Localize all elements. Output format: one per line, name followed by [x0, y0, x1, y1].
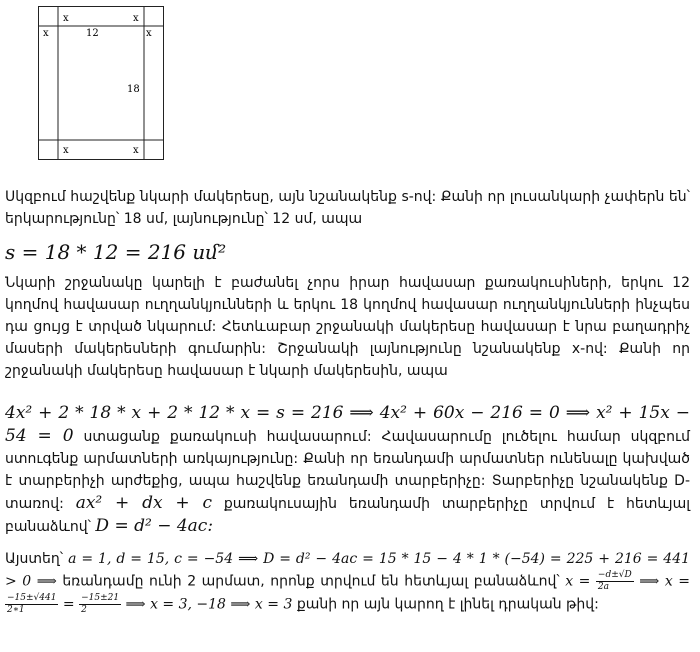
frame-diagram-svg	[38, 6, 164, 160]
label-x-top-right: x	[133, 13, 139, 24]
label-x-left-top: x	[43, 28, 49, 39]
fraction-simplified-num: −15±21	[81, 593, 120, 603]
label-x-right-top: x	[146, 28, 152, 39]
paragraph-intro: Սկզբում հաշվենք նկարի մակերեսը, այն նշանակենք s-ով: Քանի որ լուսանկարի չափերն են՝ երկարությունը՝ 18 սմ, լայնությունը՝ 12 սմ, ապա	[5, 189, 690, 227]
fraction-general-num: −d±√D	[597, 570, 632, 580]
fraction-substituted-num: −15±√441	[7, 593, 57, 603]
trinomial: ax² + dx + c	[75, 493, 212, 513]
label-x-bottom-right: x	[133, 145, 139, 156]
paragraph-solution: Այստեղ՝ a = 1, d = 15, c = −54 ⟹ D = d² − 4ac = 15 * 15 − 4 * 1 * (−54) = 225 + 216 = 441 > 0 ⟹ եռանդամը ունի 2 արմատ, որոնք տրվում են հետևյալ բանաձևով՝ x = $\frac{-d\pm√D}{2a}$ ⟹ x = $\frac{-15\pm√441}{2∗1}$ = $\frac{-15\pm 21}{2}$ ⟹ x = 3, −18 ⟹ x = 3 քանի որ այն կարող է լինել դրական թիվ:	[5, 551, 691, 615]
roots-result: ⟹ x = 3, −18 ⟹ x = 3	[125, 596, 293, 613]
area-formula: s = 18 * 12 = 216 սմ²	[5, 240, 227, 264]
label-width: 12	[86, 28, 99, 39]
fraction-simplified-den: 2	[81, 605, 87, 615]
solution-text: եռանդամը ունի 2 արմատ, որոնք տրվում են հետևյալ բանաձևով՝	[62, 573, 560, 590]
outer-border	[39, 7, 164, 160]
paragraph-frame: Նկարի շրջանակը կարելի է բաժանել չորս իրար հավասար քառակուսիների, երկու 12 կողմով հավասար ուղղանկյունների և երկու 18 կողմով հավասար ուղղանկյունների ինչպես դա ցույց է տրված նկարում: Հետևաբար շրջանակի մակերեսը հավասար է նրա բաղադրիչ մասերի մակերեսների գումարին: Շրջանակի լայնությունը նշանակենք x-ով: Քանի որ շրջանակի մակերեսը հավասար է նկարի մակերեսին, ապա	[5, 275, 690, 379]
label-x-top-left: x	[63, 13, 69, 24]
fraction-general	[596, 570, 634, 593]
fraction-substituted	[5, 593, 58, 616]
main-equation: 4x² + 2 * 18 * x + 2 * 12 * x = s = 216 ⟹ 4x² + 60x − 216 = 0 ⟹ x² + 15x − 54 = 0	[5, 403, 690, 446]
solution-values: a = 1, d = 15, c = −54 ⟹ D = d² − 4ac = 15 * 15 − 4 * 1 * (−54) = 225 + 216 = 441 > 0 ⟹	[5, 551, 691, 590]
label-x-bottom-left: x	[63, 145, 69, 156]
root-x-label: x =	[565, 573, 591, 590]
fraction-simplified	[79, 593, 121, 616]
discriminant-formula: D = d² − 4ac:	[95, 516, 214, 536]
solution-intro: Այստեղ՝	[5, 551, 64, 567]
label-height: 18	[127, 84, 140, 95]
frame-diagram	[38, 6, 164, 160]
equation-text: ստացանք քառակուսի հավասարում: Հավասարումը լուծելու համար սկզբում ստուգենք արմատների առկայությունը: Քանի որ եռանդամի արմատներ ունենալը կախված է տարբերիչի արժեքից, ապա հաշվենք եռանդամի տարբերիչը: Տարբերիչը նշանակենք D-տառով:	[5, 429, 691, 512]
fraction-substituted-den: 2∗1	[7, 605, 25, 615]
fraction-general-den: 2a	[597, 582, 609, 592]
paragraph-equation	[5, 402, 690, 538]
solution-end: քանի որ այն կարող է լինել դրական թիվ:	[296, 596, 599, 613]
trinomial-text: քառակուսային եռանդամի տարբերիչը տրվում է հետևյալ բանաձևով՝	[5, 496, 691, 535]
